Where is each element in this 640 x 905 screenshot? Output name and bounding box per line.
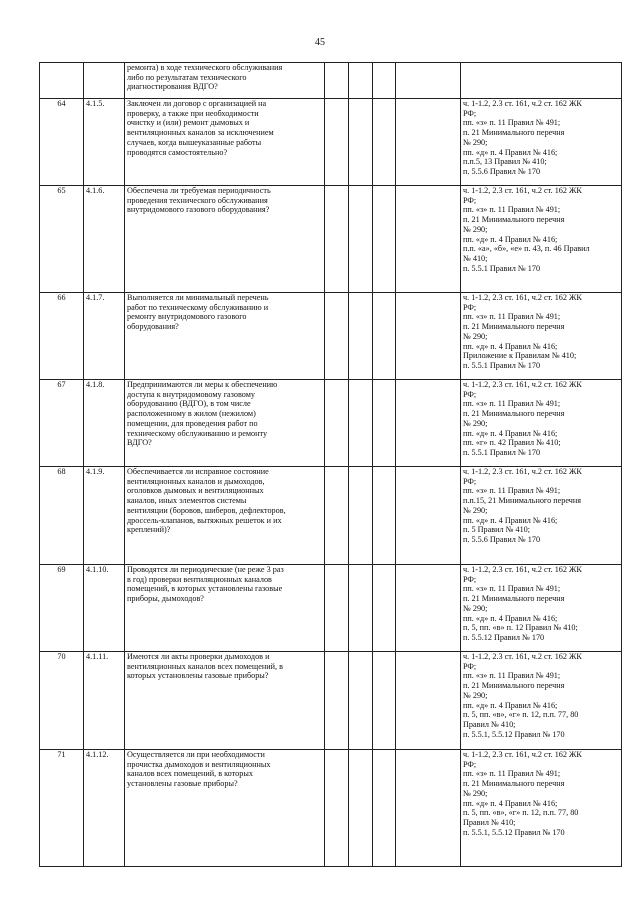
- clause-cell: 4.1.7.: [84, 293, 125, 380]
- legal-basis-line: № 290;: [463, 690, 488, 700]
- question-line: Выполняется ли минимальный перечень: [127, 293, 269, 302]
- answer-na-cell: [373, 293, 396, 380]
- question-line: приборы, дымоходов?: [127, 594, 204, 604]
- question-line: установлены газовые приборы?: [127, 779, 238, 789]
- clause-cell: 4.1.5.: [84, 99, 125, 186]
- legal-basis-line: пп. «з» п. 11 Правил № 491;: [463, 671, 561, 681]
- legal-basis-line: пп. «з» п. 11 Правил № 491;: [463, 312, 561, 322]
- question-line: помещении, для проведения работ по: [127, 418, 258, 428]
- legal-basis-line: п. 5, пп. «в», «г» п. 12, п.п. 77, 80: [463, 808, 579, 818]
- legal-basis-line: п.п.15, 21 Минимального перечня: [463, 496, 582, 506]
- answer-no-cell: [349, 293, 373, 380]
- note-cell: [396, 750, 461, 867]
- clause-cell: [84, 63, 125, 99]
- legal-basis-line: пп. «д» п. 4 Правил № 416;: [463, 613, 558, 623]
- legal-basis-line: пп. «з» п. 11 Правил № 491;: [463, 205, 561, 215]
- legal-basis-line: п.п. «а», «б», «е» п. 43, п. 46 Правил: [463, 244, 590, 254]
- question-cell: [125, 565, 325, 652]
- answer-no-cell: [349, 99, 373, 186]
- clause-cell: 4.1.8.: [84, 380, 125, 467]
- legal-basis-line: п. 5.5.1 Правил № 170: [463, 447, 541, 457]
- row-number-cell: 70: [40, 652, 84, 750]
- legal-basis-line: п. 5.5.1, 5.5.12 Правил № 170: [463, 827, 565, 837]
- row-number-cell: 69: [40, 565, 84, 652]
- checklist-table: [39, 62, 622, 867]
- table-row: [40, 293, 622, 380]
- legal-basis-line: РФ;: [463, 195, 477, 205]
- legal-basis-cell: [461, 565, 622, 652]
- legal-basis-line: п.п.5, 13 Правил № 410;: [463, 157, 547, 167]
- page-number: 45: [315, 37, 325, 48]
- legal-basis-line: РФ;: [463, 302, 477, 312]
- legal-basis-line: ч. 1-1.2, 2.3 ст. 161, ч.2 ст. 162 ЖК: [463, 565, 582, 574]
- answer-no-cell: [349, 565, 373, 652]
- question-line: Обеспечивается ли исправное состояние: [127, 467, 269, 476]
- legal-basis-line: Правил № 410;: [463, 817, 516, 827]
- legal-basis-line: пп. «з» п. 11 Правил № 491;: [463, 584, 561, 594]
- table-row: [40, 99, 622, 186]
- legal-basis-cell: [461, 63, 622, 99]
- legal-basis-line: РФ;: [463, 476, 477, 486]
- question-line: оборудованию (ВДГО), в том числе: [127, 399, 251, 409]
- legal-basis-line: пп. «д» п. 4 Правил № 416;: [463, 515, 558, 525]
- row-number-cell: 68: [40, 467, 84, 565]
- legal-basis-line: п. 21 Минимального перечня: [463, 779, 565, 789]
- question-line: проведения технического обслуживания: [127, 195, 268, 205]
- legal-basis-line: № 290;: [463, 788, 488, 798]
- answer-no-cell: [349, 750, 373, 867]
- clause-cell: 4.1.11.: [84, 652, 125, 750]
- table-row: [40, 380, 622, 467]
- note-cell: [396, 63, 461, 99]
- answer-no-cell: [349, 467, 373, 565]
- question-line: Обеспечена ли требуемая периодичность: [127, 186, 271, 195]
- answer-yes-cell: [325, 186, 349, 293]
- row-number-cell: [40, 63, 84, 99]
- legal-basis-cell: [461, 293, 622, 380]
- legal-basis-line: п. 5, пп. «в» п. 12 Правил № 410;: [463, 623, 578, 633]
- note-cell: [396, 380, 461, 467]
- row-number-cell: 66: [40, 293, 84, 380]
- legal-basis-cell: [461, 467, 622, 565]
- legal-basis-line: РФ;: [463, 574, 477, 584]
- question-line: проверку, а также при необходимости: [127, 108, 259, 118]
- table-row: [40, 652, 622, 750]
- note-cell: [396, 565, 461, 652]
- legal-basis-line: п. 21 Минимального перечня: [463, 594, 565, 604]
- clause-cell: 4.1.10.: [84, 565, 125, 652]
- question-cell: [125, 293, 325, 380]
- answer-na-cell: [373, 380, 396, 467]
- legal-basis-line: п. 5.5.6 Правил № 170: [463, 166, 541, 176]
- question-line: Проводятся ли периодические (не реже 3 раз: [127, 565, 284, 574]
- legal-basis-line: п. 5.5.1, 5.5.12 Правил № 170: [463, 729, 565, 739]
- answer-na-cell: [373, 99, 396, 186]
- legal-basis-line: № 290;: [463, 603, 488, 613]
- note-cell: [396, 99, 461, 186]
- legal-basis-line: п. 5.5.1 Правил № 170: [463, 263, 541, 273]
- legal-basis-line: пп. «д» п. 4 Правил № 416;: [463, 700, 558, 710]
- answer-no-cell: [349, 186, 373, 293]
- legal-basis-line: пп. «з» п. 11 Правил № 491;: [463, 769, 561, 779]
- legal-basis-line: ч. 1-1.2, 2.3 ст. 161, ч.2 ст. 162 ЖК: [463, 750, 582, 759]
- question-line: ВДГО?: [127, 438, 152, 448]
- clause-cell: 4.1.12.: [84, 750, 125, 867]
- note-cell: [396, 652, 461, 750]
- table-row: [40, 467, 622, 565]
- legal-basis-line: пп. «г» п. 42 Правил № 410;: [463, 438, 561, 448]
- legal-basis-line: № 290;: [463, 224, 488, 234]
- question-line: которых установлены газовые приборы?: [127, 671, 269, 681]
- legal-basis-cell: [461, 380, 622, 467]
- answer-yes-cell: [325, 99, 349, 186]
- question-line: прочистка дымоходов и вентиляционных: [127, 759, 271, 769]
- legal-basis-line: п. 21 Минимального перечня: [463, 681, 565, 691]
- answer-no-cell: [349, 63, 373, 99]
- question-line: помещений, в которых установлены газовые: [127, 584, 283, 594]
- row-number-cell: 71: [40, 750, 84, 867]
- answer-yes-cell: [325, 63, 349, 99]
- question-line: ремонту внутридомового газового: [127, 312, 247, 322]
- answer-na-cell: [373, 750, 396, 867]
- question-cell: [125, 467, 325, 565]
- legal-basis-line: п. 5 Правил № 410;: [463, 525, 531, 535]
- question-line: вентиляции (боровов, шиберов, дефлекторов,: [127, 505, 286, 515]
- answer-na-cell: [373, 467, 396, 565]
- question-line: очистку и (или) ремонт дымовых и: [127, 118, 250, 128]
- row-number-cell: 64: [40, 99, 84, 186]
- legal-basis-line: пп. «з» п. 11 Правил № 491;: [463, 486, 561, 496]
- question-line: проводятся самостоятельно?: [127, 147, 228, 157]
- legal-basis-line: п. 21 Минимального перечня: [463, 322, 565, 332]
- question-cell: [125, 99, 325, 186]
- legal-basis-line: РФ;: [463, 759, 477, 769]
- question-line: Предпринимаются ли меры к обеспечению: [127, 380, 278, 389]
- answer-yes-cell: [325, 652, 349, 750]
- legal-basis-line: пп. «д» п. 4 Правил № 416;: [463, 341, 558, 351]
- legal-basis-line: РФ;: [463, 389, 477, 399]
- legal-basis-line: ч. 1-1.2, 2.3 ст. 161, ч.2 ст. 162 ЖК: [463, 293, 582, 302]
- question-cell: [125, 750, 325, 867]
- note-cell: [396, 186, 461, 293]
- question-line: каналов всех помещений, в которых: [127, 769, 253, 779]
- question-line: Заключен ли договор с организацией на: [127, 99, 267, 108]
- legal-basis-line: № 410;: [463, 253, 488, 263]
- question-line: вентиляционных каналов за исключением: [127, 128, 274, 138]
- legal-basis-line: пп. «д» п. 4 Правил № 416;: [463, 147, 558, 157]
- legal-basis-line: ч. 1-1.2, 2.3 ст. 161, ч.2 ст. 162 ЖК: [463, 380, 582, 389]
- question-line: либо по результатам технического: [127, 72, 247, 82]
- question-line: работ по техническому обслуживанию и: [127, 302, 269, 312]
- question-cell: [125, 652, 325, 750]
- legal-basis-line: п. 5.5.12 Правил № 170: [463, 632, 545, 642]
- legal-basis-cell: [461, 99, 622, 186]
- question-line: оголовков дымовых и вентиляционных: [127, 486, 264, 496]
- question-line: Осуществляется ли при необходимости: [127, 750, 265, 759]
- legal-basis-line: пп. «д» п. 4 Правил № 416;: [463, 428, 558, 438]
- question-line: каналов, иных элементов системы: [127, 496, 247, 506]
- clause-cell: 4.1.6.: [84, 186, 125, 293]
- note-cell: [396, 293, 461, 380]
- answer-no-cell: [349, 380, 373, 467]
- answer-yes-cell: [325, 750, 349, 867]
- legal-basis-line: п. 5, пп. «в», «г» п. 12, п.п. 77, 80: [463, 710, 579, 720]
- legal-basis-line: пп. «д» п. 4 Правил № 416;: [463, 798, 558, 808]
- question-line: ремонта) в ходе технического обслуживания: [127, 63, 283, 72]
- legal-basis-line: ч. 1-1.2, 2.3 ст. 161, ч.2 ст. 162 ЖК: [463, 99, 582, 108]
- answer-na-cell: [373, 186, 396, 293]
- legal-basis-line: Приложение к Правилам № 410;: [463, 351, 577, 361]
- question-line: креплений)?: [127, 525, 171, 535]
- legal-basis-cell: [461, 186, 622, 293]
- legal-basis-line: п. 5.5.1 Правил № 170: [463, 360, 541, 370]
- table-row: [40, 186, 622, 293]
- legal-basis-line: РФ;: [463, 661, 477, 671]
- question-line: расположенному в жилом (нежилом): [127, 409, 256, 419]
- question-line: диагностирования ВДГО?: [127, 82, 218, 92]
- legal-basis-line: РФ;: [463, 108, 477, 118]
- table-row: [40, 750, 622, 867]
- legal-basis-line: № 290;: [463, 505, 488, 515]
- legal-basis-line: пп. «з» п. 11 Правил № 491;: [463, 118, 561, 128]
- legal-basis-line: п. 5.5.6 Правил № 170: [463, 534, 541, 544]
- legal-basis-line: п. 21 Минимального перечня: [463, 409, 565, 419]
- answer-na-cell: [373, 565, 396, 652]
- question-line: техническому обслуживанию и ремонту: [127, 428, 268, 438]
- table-body: [40, 63, 622, 867]
- legal-basis-line: ч. 1-1.2, 2.3 ст. 161, ч.2 ст. 162 ЖК: [463, 652, 582, 661]
- question-line: дроссель-клапанов, вытяжных решеток и их: [127, 515, 282, 525]
- answer-yes-cell: [325, 293, 349, 380]
- question-line: случаев, когда вышеуказанные работы: [127, 137, 262, 147]
- legal-basis-line: ч. 1-1.2, 2.3 ст. 161, ч.2 ст. 162 ЖК: [463, 186, 582, 195]
- legal-basis-line: пп. «д» п. 4 Правил № 416;: [463, 234, 558, 244]
- question-line: вентиляционных каналов и дымоходов,: [127, 476, 265, 486]
- question-line: внутридомового газового оборудования?: [127, 205, 270, 215]
- answer-yes-cell: [325, 467, 349, 565]
- answer-na-cell: [373, 63, 396, 99]
- question-cell: [125, 63, 325, 99]
- answer-no-cell: [349, 652, 373, 750]
- answer-na-cell: [373, 652, 396, 750]
- legal-basis-cell: [461, 652, 622, 750]
- legal-basis-line: ч. 1-1.2, 2.3 ст. 161, ч.2 ст. 162 ЖК: [463, 467, 582, 476]
- answer-yes-cell: [325, 565, 349, 652]
- legal-basis-line: № 290;: [463, 418, 488, 428]
- legal-basis-cell: [461, 750, 622, 867]
- legal-basis-line: Правил № 410;: [463, 719, 516, 729]
- legal-basis-line: пп. «з» п. 11 Правил № 491;: [463, 399, 561, 409]
- row-number-cell: 67: [40, 380, 84, 467]
- question-cell: [125, 380, 325, 467]
- row-number-cell: 65: [40, 186, 84, 293]
- clause-cell: 4.1.9.: [84, 467, 125, 565]
- table-row: [40, 565, 622, 652]
- legal-basis-line: № 290;: [463, 137, 488, 147]
- legal-basis-line: п. 21 Минимального перечня: [463, 128, 565, 138]
- legal-basis-line: № 290;: [463, 331, 488, 341]
- question-line: доступа к внутридомовому газовому: [127, 389, 255, 399]
- table-row: [40, 63, 622, 99]
- answer-yes-cell: [325, 380, 349, 467]
- question-cell: [125, 186, 325, 293]
- question-line: оборудования?: [127, 322, 179, 332]
- question-line: Имеются ли акты проверки дымоходов и: [127, 652, 270, 661]
- legal-basis-line: п. 21 Минимального перечня: [463, 215, 565, 225]
- question-line: вентиляционных каналов всех помещений, в: [127, 661, 283, 671]
- question-line: в год) проверки вентиляционных каналов: [127, 574, 272, 584]
- note-cell: [396, 467, 461, 565]
